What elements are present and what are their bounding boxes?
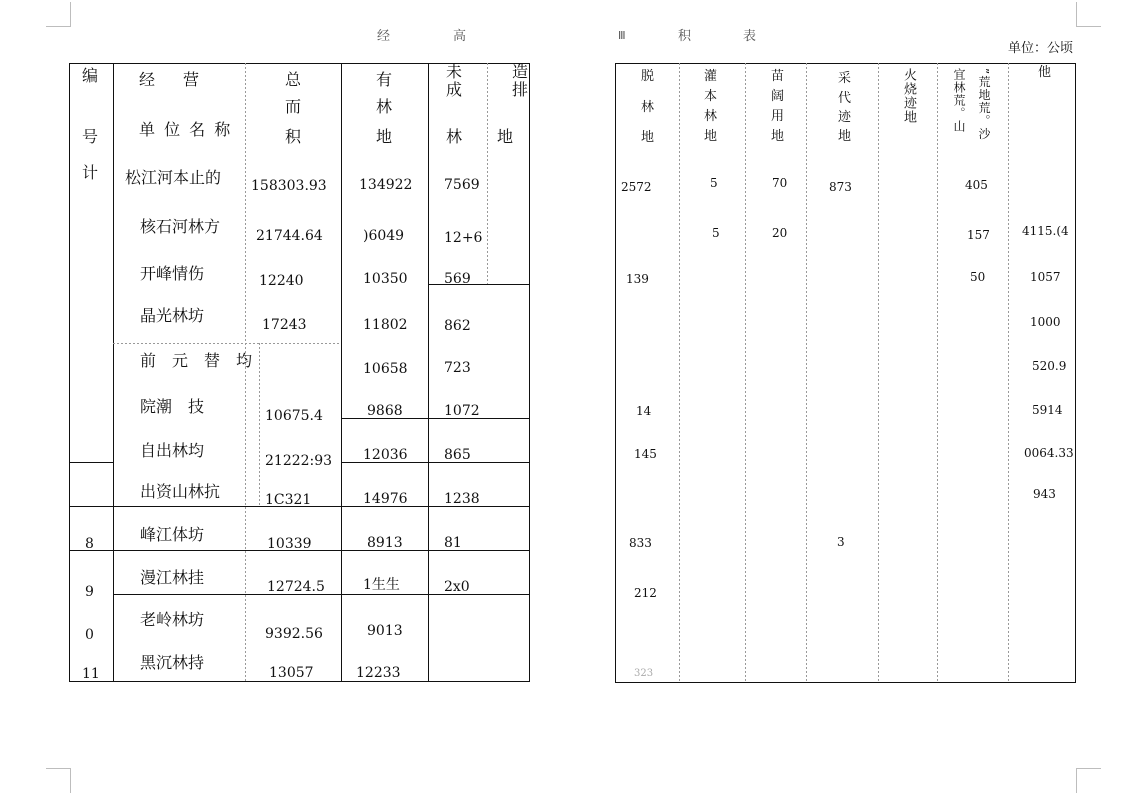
nursery-cell: 70	[772, 176, 788, 190]
other-cell: 5914	[1032, 403, 1063, 417]
deforested-cell: 212	[634, 586, 657, 600]
total-area-cell: 1C321	[265, 492, 312, 508]
unit-name-cell: 晶光林坊	[140, 306, 205, 325]
other-cell: 1057	[1030, 270, 1061, 284]
header-nursery-1: 苗	[771, 69, 785, 84]
forest-land-cell: 12036	[363, 447, 408, 463]
header-logging-1: 采	[838, 71, 852, 86]
header-other: 他	[1038, 65, 1052, 80]
header-forest-2: 林	[376, 97, 393, 116]
title-char-3: Ⅲ	[618, 29, 626, 42]
deforested-cell: 139	[626, 272, 649, 286]
suitable-cell: 157	[967, 228, 990, 242]
forest-land-cell: 14976	[363, 491, 408, 507]
header-unformed-2: 成	[446, 80, 463, 99]
other-cell: 4115.(4	[1022, 224, 1069, 238]
header-nursery-3: 用	[771, 109, 785, 124]
logging-cell: 3	[837, 535, 845, 549]
unformed-cell: 569	[444, 271, 471, 287]
header-unit-name-bottom: 单 位 名 称	[139, 120, 233, 139]
total-area-cell: 21222:93	[265, 453, 333, 469]
total-area-cell: 13057	[269, 665, 314, 681]
shrub-cell: 5	[710, 176, 718, 190]
header-nursery-2: 阔	[771, 89, 785, 104]
title-char-4: 积	[678, 29, 692, 44]
header-shrub-4: 地	[704, 129, 718, 144]
header-unformed-1: 未	[446, 62, 463, 81]
header-burned: 火烧迹地	[901, 68, 916, 124]
unit-name-cell: 开峰情伤	[140, 264, 205, 283]
unit-name-cell: 漫江林挂	[140, 568, 205, 587]
unformed-cell: 865	[444, 447, 471, 463]
suitable-cell: 405	[965, 178, 988, 192]
header-suitable-a: 宜林荒。山	[952, 68, 966, 133]
header-no-2: 号	[82, 127, 99, 146]
other-cell: 0064.33	[1024, 446, 1074, 460]
header-unformed-3: 林	[446, 127, 463, 146]
title-char-2: 高	[453, 29, 467, 44]
total-area-cell: 21744.64	[256, 228, 323, 244]
unit-name-cell: 核石河林方	[140, 217, 221, 236]
suitable-cell: 50	[970, 270, 986, 284]
unit-name-cell: 院潮 技	[140, 397, 205, 416]
deforested-cell: 14	[636, 404, 652, 418]
unformed-cell: 862	[444, 318, 471, 334]
forest-land-cell: 1生生	[363, 577, 400, 593]
unit-name-cell: 出资山林抗	[140, 482, 221, 501]
header-forest-1: 有	[376, 70, 393, 89]
unit-name-cell: 自出林均	[140, 441, 205, 460]
unit-name-cell: 老岭林坊	[140, 610, 205, 629]
forest-land-cell: 10350	[363, 271, 408, 287]
header-deforested-1: 脱	[641, 69, 655, 84]
header-total-area-1: 总	[285, 70, 302, 89]
header-forest-3: 地	[376, 127, 393, 146]
unit-name-cell: 峰江体坊	[140, 525, 205, 544]
unformed-cell: 81	[444, 535, 462, 551]
header-plantation-1: 造	[512, 62, 529, 81]
row-number-8: 8	[85, 536, 94, 552]
forest-land-cell: )6049	[363, 228, 405, 244]
row-number-11: 11	[82, 666, 100, 682]
header-logging-3: 迹	[838, 110, 852, 125]
header-deforested-3: 地	[641, 130, 655, 145]
forest-land-cell: 9013	[367, 623, 403, 639]
total-area-cell: 10675.4	[265, 408, 323, 424]
deforested-cell: 145	[634, 447, 657, 461]
deforested-cell: 2572	[621, 180, 652, 194]
total-area-cell: 12240	[259, 273, 304, 289]
unit-name-cell: 松江河本止的	[125, 168, 222, 187]
unit-name-cell: 黑沉林持	[140, 653, 205, 672]
header-shrub-2: 本	[704, 89, 718, 104]
deforested-cell: 323	[634, 668, 654, 679]
header-logging-2: 代	[838, 91, 852, 106]
shrub-cell: 5	[712, 226, 720, 240]
forest-land-cell: 8913	[367, 535, 403, 551]
total-area-cell: 12724.5	[267, 579, 325, 595]
forest-land-cell: 11802	[363, 317, 408, 333]
header-total-area-3: 积	[285, 127, 302, 146]
unformed-cell: 1238	[444, 491, 480, 507]
header-plantation-2: 排	[512, 80, 529, 99]
total-area-cell: 17243	[262, 317, 307, 333]
forest-land-cell: 9868	[367, 403, 403, 419]
header-logging-4: 地	[838, 129, 852, 144]
unit-name-cell: 前 元 替 均	[140, 351, 253, 370]
title-char-5: 表	[743, 29, 757, 44]
header-deforested-2: 林	[641, 100, 655, 115]
row-number-10: 0	[85, 627, 94, 643]
unformed-cell: 2x0	[444, 579, 470, 595]
total-area-cell: 9392.56	[265, 626, 323, 642]
deforested-cell: 833	[629, 536, 652, 550]
unit-label: 单位：公顷	[1008, 41, 1074, 56]
header-shrub-1: 灌	[704, 69, 718, 84]
header-shrub-3: 林	[704, 109, 718, 124]
header-total-area-2: 而	[285, 97, 302, 116]
unformed-cell: 1072	[444, 403, 480, 419]
forest-land-cell: 10658	[363, 361, 408, 377]
total-area-cell: 10339	[267, 536, 312, 552]
nursery-cell: 20	[772, 226, 788, 240]
title-char-1: 经	[377, 29, 391, 44]
header-suitable-b: ”荒地荒。沙	[977, 68, 991, 141]
logging-cell: 873	[829, 180, 852, 194]
header-nursery-4: 地	[771, 129, 785, 144]
unformed-cell: 723	[444, 360, 471, 376]
header-no-3: 计	[82, 163, 99, 182]
row-number-9: 9	[85, 584, 94, 600]
unformed-cell: 12+6	[444, 230, 483, 246]
other-cell: 1000	[1030, 315, 1061, 329]
unformed-cell: 7569	[444, 177, 480, 193]
total-area-cell: 158303.93	[251, 178, 327, 194]
other-cell: 520.9	[1032, 359, 1067, 373]
other-cell: 943	[1033, 487, 1056, 501]
header-no-1: 编	[82, 66, 99, 85]
header-plantation-3: 地	[497, 127, 514, 146]
header-unit-name-top: 经 营	[139, 70, 206, 89]
forest-land-cell: 12233	[356, 665, 401, 681]
forest-land-cell: 134922	[359, 177, 413, 193]
